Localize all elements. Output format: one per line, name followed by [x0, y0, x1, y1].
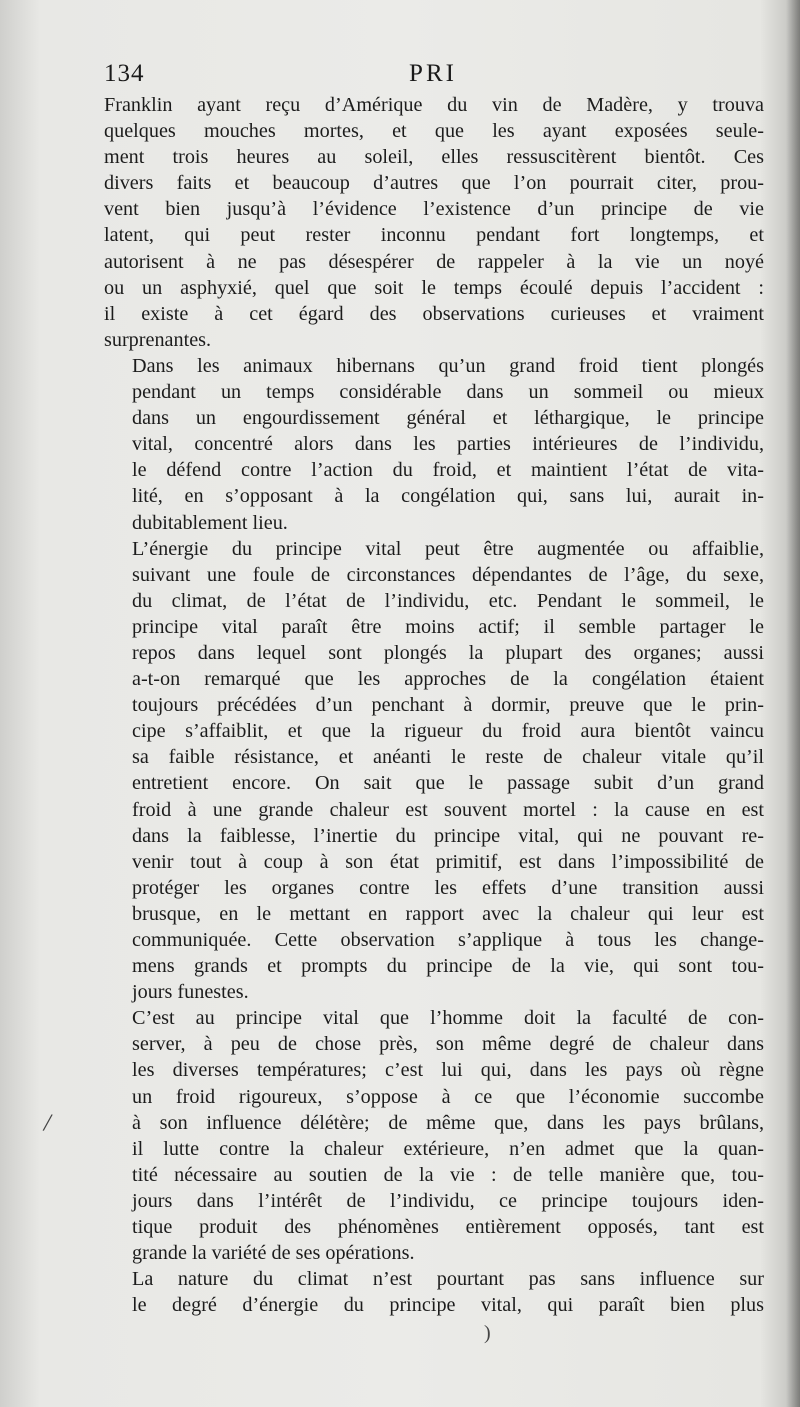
text-line: lité, en s’opposant à la congélation qui, sans lui, aurait in-	[132, 485, 764, 508]
text-line: vital, concentré alors dans les parties intérieures de l’individu,	[132, 433, 764, 456]
text-line: froid à une grande chaleur est souvent mortel : la cause en est	[132, 798, 764, 821]
text-line: vent bien jusqu’à l’évidence l’existence d’un principe de vie	[104, 198, 764, 221]
text-line: il lutte contre la chaleur extérieure, n’en admet que la quan-	[132, 1137, 764, 1160]
paragraph	[104, 536, 764, 1006]
paragraph	[104, 353, 764, 536]
running-head: PRI	[409, 60, 457, 87]
text-line: server, à peu de chose près, son même degré de chaleur dans	[132, 1033, 764, 1056]
text-line: divers faits et beaucoup d’autres que l’on pourrait citer, prou-	[104, 172, 764, 195]
text-line: quelques mouches mortes, et que les ayant exposées seule-	[104, 120, 764, 143]
text-line: autorisent à ne pas désespérer de rappeler à la vie un noyé	[104, 250, 764, 273]
text-line: communiquée. Cette observation s’applique à tous les change-	[132, 929, 764, 951]
text-line: le défend contre l’action du froid, et maintient l’état de vita-	[132, 459, 764, 482]
text-line: grande la variété de ses opérations.	[132, 1242, 415, 1265]
text-line: toujours précédées d’un penchant à dormir, preuve que le prin-	[132, 694, 764, 717]
text-line: jours dans l’intérêt de l’individu, ce principe toujours iden-	[132, 1189, 764, 1212]
text-line: suivant une foule de circonstances dépendantes de l’âge, du sexe,	[132, 563, 764, 586]
text-line: tique produit des phénomènes entièrement opposés, tant est	[132, 1216, 764, 1239]
text-line: Franklin ayant reçu d’Amérique du vin de Madère, y trouva	[104, 94, 764, 116]
page-gutter-shadow	[786, 0, 800, 1407]
text-line: dubitablement lieu.	[132, 511, 288, 534]
text-line: mens grands et prompts du principe de la vie, qui sont tou-	[132, 955, 764, 978]
text-line: jours funestes.	[132, 981, 249, 1004]
text-line: venir tout à coup à son état primitif, est dans l’impossibilité de	[132, 850, 764, 873]
text-line: brusque, en le mettant en rapport avec la chaleur qui leur est	[132, 902, 764, 925]
margin-pen-mark: /	[41, 1107, 54, 1138]
text-line: à son influence délétère; de même que, dans les pays brûlans,	[132, 1111, 764, 1134]
page-number: 134	[104, 60, 145, 87]
text-line: surprenantes.	[104, 328, 212, 351]
text-line: C’est au principe vital que l’homme doit la faculté de con-	[132, 1007, 764, 1030]
text-line: il existe à cet égard des observations curieuses et vraiment	[104, 302, 764, 325]
text-line: latent, qui peut rester inconnu pendant fort longtemps, et	[104, 224, 764, 247]
text-line: du climat, de l’état de l’individu, etc. Pendant le sommeil, le	[132, 589, 764, 612]
text-line: ou un asphyxié, quel que soit le temps écoulé depuis l’accident :	[104, 276, 764, 299]
page-header	[104, 60, 762, 96]
paragraph	[104, 1005, 764, 1266]
text-line: Dans les animaux hibernans qu’un grand froid tient plongés	[132, 354, 764, 377]
text-line: le degré d’énergie du principe vital, qui paraît bien plus	[132, 1294, 764, 1317]
text-line: a-t-on remarqué que les approches de la congélation étaient	[132, 668, 764, 691]
text-line: dans un engourdissement général et léthargique, le principe	[132, 407, 764, 430]
bottom-pen-mark: )	[484, 1322, 491, 1344]
body-text	[104, 92, 764, 1318]
text-line: protéger les organes contre les effets d’une transition aussi	[132, 876, 764, 899]
text-line: un froid rigoureux, s’oppose à ce que l’économie succombe	[132, 1085, 764, 1108]
text-line: pendant un temps considérable dans un sommeil ou mieux	[132, 381, 764, 404]
text-line: sa faible résistance, et anéanti le reste de chaleur vitale qu’il	[132, 746, 764, 769]
text-line: entretient encore. On sait que le passage subit d’un grand	[132, 772, 764, 795]
paragraph	[104, 1266, 764, 1318]
text-line: dans la faiblesse, l’inertie du principe vital, qui ne pouvant re-	[132, 824, 764, 847]
text-line: tité nécessaire au soutien de la vie : de telle manière que, tou-	[132, 1163, 764, 1186]
text-line: cipe s’affaiblit, et que la rigueur du froid aura bientôt vaincu	[132, 720, 764, 743]
text-line: principe vital paraît être moins actif; il semble partager le	[132, 615, 764, 638]
paragraph	[104, 92, 764, 353]
text-line: La nature du climat n’est pourtant pas sans influence sur	[132, 1268, 764, 1291]
text-line: ment trois heures au soleil, elles ressuscitèrent bientôt. Ces	[104, 146, 764, 169]
text-line: les diverses températures; c’est lui qui, dans les pays où règne	[132, 1059, 764, 1082]
text-line: L’énergie du principe vital peut être augmentée ou affaiblie,	[132, 537, 764, 560]
text-line: repos dans lequel sont plongés la plupart des organes; aussi	[132, 641, 764, 664]
